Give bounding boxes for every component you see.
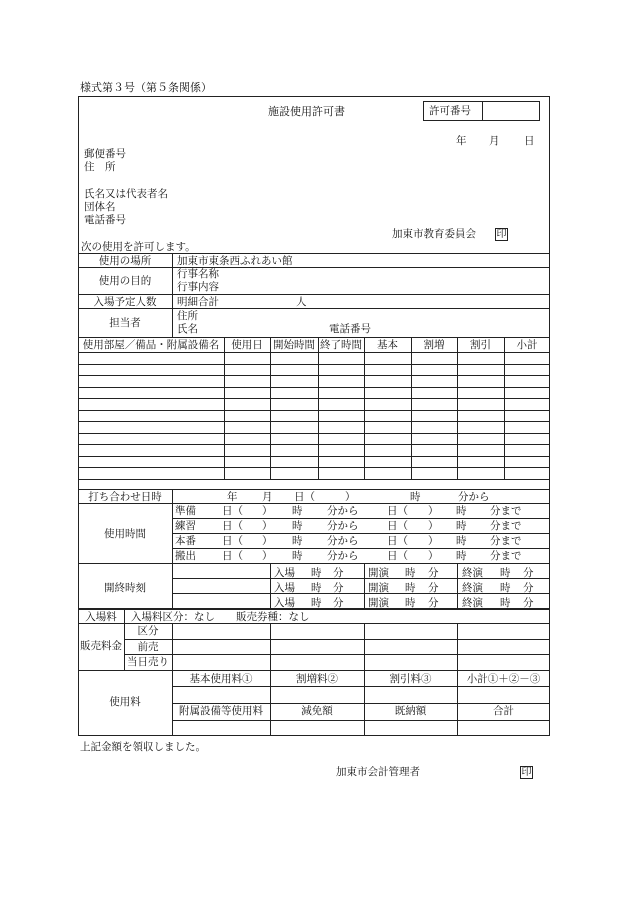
entry-label: 入場	[274, 567, 295, 579]
usage-time-hour-from: 時	[292, 535, 303, 547]
usage-header-3: 終了時間	[320, 339, 362, 351]
fee-header-1: 割増料②	[296, 672, 338, 685]
usage-time-hour-to: 時	[456, 535, 467, 547]
start-label: 開演	[368, 567, 389, 579]
usage-time-day-from: 日（	[222, 535, 243, 547]
usage-time-kind: 準備	[175, 505, 196, 517]
fee-header2-2: 既納額	[394, 705, 427, 717]
usage-time-paren-from: ）	[262, 520, 273, 532]
usage-time-hour-to: 時	[456, 550, 467, 562]
contact-phone: 電話番号	[329, 323, 371, 335]
start-label: 開演	[368, 597, 389, 609]
usage-header-5: 割増	[423, 339, 445, 351]
place-value: 加東市東条西ふれあい館	[177, 255, 293, 267]
usage-time-paren-from: ）	[262, 535, 273, 547]
meeting-label: 打ち合わせ日時	[88, 491, 162, 503]
seal-mark-footer: 印	[521, 767, 532, 778]
usage-time-paren-to: ）	[428, 520, 439, 532]
date-day: 日	[524, 135, 535, 147]
admission-text: 入場料区分：なし 販売券種：なし	[131, 611, 310, 623]
usage-time-hour-from: 時	[292, 505, 303, 517]
usage-time-day-from: 日（	[222, 520, 243, 532]
usage-time-min-to: 分まで	[490, 505, 522, 517]
date-month: 月	[489, 135, 500, 147]
purpose-label: 使用の目的	[98, 275, 152, 287]
form-number: 様式第３号（第５条関係）	[80, 81, 212, 94]
end-minute: 分	[523, 567, 534, 579]
treasurer-name: 加東市会計管理者	[336, 766, 420, 778]
contact-name: 氏名	[177, 323, 198, 335]
end-hour: 時	[500, 597, 511, 609]
entry-minute: 分	[333, 597, 344, 609]
name-label: 氏名又は代表者名	[84, 188, 168, 200]
usage-time-hour-to: 時	[456, 505, 467, 517]
postal-label: 郵便番号	[84, 148, 126, 160]
usage-time-day-from: 日（	[222, 505, 243, 517]
start-label: 開演	[368, 582, 389, 594]
entry-hour: 時	[311, 582, 322, 594]
usage-time-kind: 搬出	[175, 550, 196, 562]
start-minute: 分	[428, 567, 439, 579]
usage-time-paren-to: ）	[428, 550, 439, 562]
event-content-label: 行事内容	[177, 281, 219, 293]
usage-time-day-to: 日（	[387, 505, 408, 517]
open-close-label: 開終時刻	[104, 582, 146, 594]
usage-time-kind: 本番	[175, 535, 196, 547]
seal-mark: 印	[496, 229, 507, 240]
start-hour: 時	[405, 582, 416, 594]
usage-time-min-to: 分まで	[490, 535, 522, 547]
date-year: 年	[456, 135, 467, 147]
start-minute: 分	[428, 597, 439, 609]
usage-header-0: 使用部屋／備品・附属設備名	[82, 339, 220, 351]
fee-header2-3: 合計	[493, 705, 514, 717]
sales-row-label: 当日売り	[127, 656, 169, 668]
group-label: 団体名	[84, 201, 116, 213]
entry-label: 入場	[274, 582, 295, 594]
fee-header-0: 基本使用料①	[189, 672, 253, 685]
entry-label: 入場	[274, 597, 295, 609]
meeting-day: 日（	[294, 491, 315, 503]
end-minute: 分	[523, 582, 534, 594]
place-label: 使用の場所	[98, 255, 152, 267]
sales-row-label: 前売	[137, 640, 159, 653]
start-hour: 時	[405, 567, 416, 579]
usage-header-2: 開始時間	[273, 339, 315, 351]
usage-time-paren-to: ）	[428, 535, 439, 547]
end-label: 終演	[462, 597, 483, 609]
usage-time-day-to: 日（	[387, 520, 408, 532]
usage-time-min-to: 分まで	[490, 550, 522, 562]
admission-label: 入場料	[85, 611, 117, 623]
end-label: 終演	[462, 567, 483, 579]
attendance-detail: 明細合計	[177, 296, 219, 308]
usage-time-min-from: 分から	[327, 520, 359, 532]
usage-time-paren-from: ）	[262, 550, 273, 562]
entry-minute: 分	[333, 567, 344, 579]
meeting-day-close: ）	[345, 491, 356, 503]
attendance-unit: 人	[296, 296, 307, 308]
usage-time-paren-to: ）	[428, 505, 439, 517]
contact-label: 担当者	[109, 317, 141, 329]
usage-time-hour-from: 時	[292, 550, 303, 562]
fee-header2-0: 附属設備等使用料	[179, 705, 263, 717]
fee-header-2: 割引料③	[389, 672, 432, 685]
meeting-hour: 時	[410, 491, 421, 503]
permit-number-label: 許可番号	[429, 105, 471, 117]
start-minute: 分	[428, 582, 439, 594]
usage-time-hour-to: 時	[456, 520, 467, 532]
end-hour: 時	[500, 567, 511, 579]
end-label: 終演	[462, 582, 483, 594]
permit-text: 次の使用を許可します。	[81, 241, 196, 253]
meeting-year: 年	[227, 491, 238, 503]
address-label: 住 所	[84, 161, 116, 173]
start-hour: 時	[405, 597, 416, 609]
phone-label: 電話番号	[84, 214, 126, 226]
usage-time-day-to: 日（	[387, 535, 408, 547]
end-hour: 時	[500, 582, 511, 594]
entry-minute: 分	[333, 582, 344, 594]
usage-time-day-to: 日（	[387, 550, 408, 562]
usage-time-min-to: 分まで	[490, 520, 522, 532]
usage-header-7: 小計	[516, 339, 538, 351]
usage-header-4: 基本	[377, 339, 398, 351]
form-title: 施設使用許可書	[268, 105, 345, 118]
entry-hour: 時	[311, 567, 322, 579]
usage-header-1: 使用日	[231, 339, 263, 351]
usage-time-min-from: 分から	[327, 535, 359, 547]
fee-header2-1: 減免額	[301, 705, 333, 717]
attendance-label: 入場予定人数	[93, 296, 157, 308]
issuer-name: 加東市教育委員会	[392, 228, 476, 240]
meeting-minute: 分から	[458, 491, 490, 503]
fee-header-3: 小計①＋②－③	[466, 672, 541, 685]
usage-time-paren-from: ）	[262, 505, 273, 517]
event-name-label: 行事名称	[177, 268, 219, 280]
usage-time-min-from: 分から	[327, 550, 359, 562]
usage-time-day-from: 日（	[222, 550, 243, 562]
sales-row-label: 区分	[137, 625, 159, 637]
usage-time-kind: 練習	[175, 520, 196, 532]
contact-address: 住所	[177, 310, 198, 322]
receipt-text: 上記金額を領収しました。	[80, 741, 206, 753]
end-minute: 分	[523, 597, 534, 609]
entry-hour: 時	[311, 597, 322, 609]
sales-label: 販売料金	[80, 640, 122, 652]
meeting-month: 月	[262, 491, 273, 503]
usage-time-min-from: 分から	[327, 505, 359, 517]
usage-time-hour-from: 時	[292, 520, 303, 532]
usage-time-label: 使用時間	[104, 528, 146, 540]
usage-header-6: 割引	[470, 339, 491, 351]
fees-label: 使用料	[109, 696, 141, 708]
